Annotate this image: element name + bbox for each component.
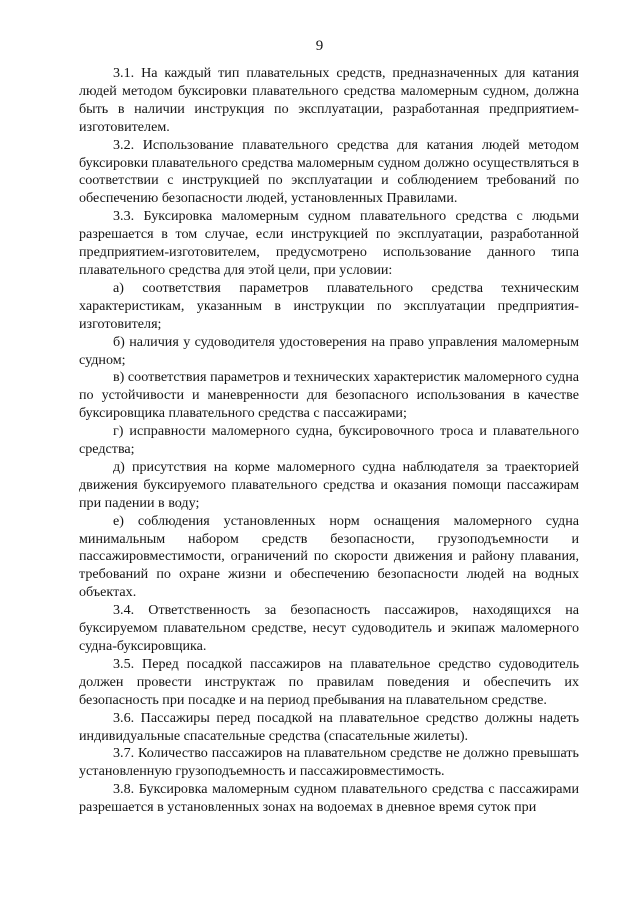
paragraph-3-4: 3.4. Ответственность за безопасность пассажиров, находящихся на буксируемом плавательном средстве, несут судоводитель и экипаж маломерного судна-буксировщика. [79,602,579,654]
condition-g: г) исправности маломерного судна, буксировочного троса и плавательного средства; [79,423,579,458]
paragraph-3-8: 3.8. Буксировка маломерным судном плавательного средства с пассажирами разрешается в установленных зонах на водоемах в дневное время суток при [79,781,579,816]
paragraph-3-3: 3.3. Буксировка маломерным судном плавательного средства с людьми разрешается в том случае, если инструкцией по эксплуатации, разработанной предприятием-изготовителем, предусмотрено использование данного типа плавательного средства для этой цели, при условии: [79,208,579,278]
paragraph-3-1: 3.1. На каждый тип плавательных средств, предназначенных для катания людей методом буксировки плавательного средства маломерным судном, должна быть в наличии инструкция по эксплуатации, разработанная предприятием-изготовителем. [79,65,579,135]
condition-a: а) соответствия параметров плавательного средства техническим характеристикам, указанным в инструкции по эксплуатации предприятия-изготовителя; [79,279,579,332]
document-body [79,65,579,817]
paragraph-3-5: 3.5. Перед посадкой пассажиров на плавательное средство судоводитель должен провести инструктаж по правилам поведения и обеспечить их безопасность при посадке и на период пребывания на плавательном средстве. [79,655,579,708]
condition-v: в) соответствия параметров и технических характеристик маломерного судна по устойчивости и маневренности для безопасного использования в качестве буксировщика плавательного средства с пассажирами; [79,369,579,422]
condition-d: д) присутствия на корме маломерного судна наблюдателя за траекторией движения буксируемого плавательного средства и оказания помощи пассажирам при падении в воду; [79,458,579,511]
page-number: 9 [315,38,324,54]
paragraph-3-2: 3.2. Использование плавательного средства для катания людей методом буксировки плавательного средства маломерным судном должно осуществляться в соответствии с инструкцией по эксплуатации и соблюдением требований по обеспечению безопасности людей, установленных Правилами. [79,136,579,207]
condition-b: б) наличия у судоводителя удостоверения на право управления маломерным судном; [79,333,579,368]
paragraph-3-7: 3.7. Количество пассажиров на плавательном средстве не должно превышать установленную грузоподъемность и пассажировместимость. [79,745,579,780]
paragraph-3-6: 3.6. Пассажиры перед посадкой на плавательное средство должны надеть индивидуальные спасательные средства (спасательные жилеты). [79,709,579,744]
condition-e: е) соблюдения установленных норм оснащения маломерного судна минимальным набором средств безопасности, грузоподъемности и пассажировместимости, ограничений по скорости движения и району плавания, требований по охране жизни и обеспечению безопасности людей на водных объектах. [79,512,579,601]
